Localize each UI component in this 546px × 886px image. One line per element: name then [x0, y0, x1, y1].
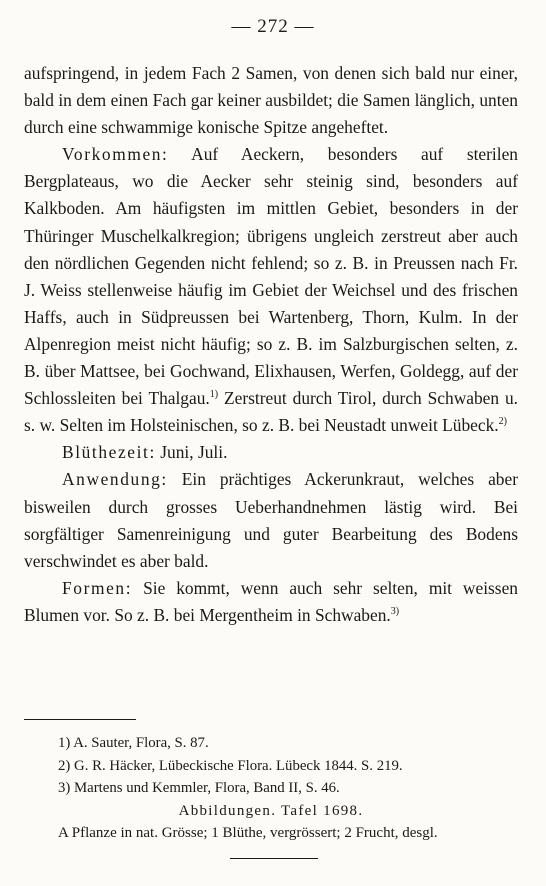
footnote-ref-2: 2)	[498, 416, 507, 428]
paragraph-vorkommen	[24, 141, 518, 439]
paragraph-formen	[24, 575, 518, 629]
footnote-3: 3) Martens und Kemmler, Flora, Band II, S. 46.	[58, 780, 340, 796]
anwendung-text: Ein prächtiges Ackerunkraut, welches aber bisweilen durch grosses Ueberhandnehmen lästig wird. Bei sorgfältiger Samenreinigung und guter Bearbeitung des Bodens verschwindet es aber bald.	[24, 469, 518, 571]
main-text	[24, 60, 518, 629]
footnote-1: 1) A. Sauter, Flora, S. 87.	[58, 735, 209, 751]
anwendung-label: Anwendung:	[62, 469, 168, 490]
page-number: — 272 —	[231, 16, 315, 37]
vorkommen-text: Auf Aeckern, besonders auf sterilen Bergplateaus, wo die Aecker sehr steinig sind, besonders auf Kalkboden. Am häufigsten im mittlen Gebiet, besonders in der Thüringer Muschelkalkregion; übrigens ungleich zerstreut aber auch den nördlichen Gegenden nicht fehlend; so z. B. in Preussen nach Fr. J. Weiss stellenweise häufig im Gebiet der Weichsel und des frischen Haffs, auch in Südpreussen bei Wartenberg, Thorn, Kulm. In der Alpenregion meist nicht häufig; so z. B. im Salzburgischen selten, z. B. über Mattsee, bei Gochwand, Elixhausen, Werfen, Goldegg, auf der Schlossleiten bei Thalgau.	[24, 144, 518, 409]
paragraph-anwendung	[24, 466, 518, 574]
illustration-caption: A Pflanze in nat. Grösse; 1 Blüthe, vergrössert; 2 Frucht, desgl.	[58, 825, 438, 841]
formen-label: Formen:	[62, 577, 133, 598]
paragraph-seed-description: aufspringend, in jedem Fach 2 Samen, von denen sich bald nur einer, bald in dem einen Fach gar keiner ausbildet; die Samen länglich, unten durch eine schwammige konische Spitze angeheftet.	[24, 63, 518, 138]
end-divider	[230, 858, 318, 859]
footnote-2: 2) G. R. Häcker, Lübeckische Flora. Lübeck 1844. S. 219.	[58, 757, 403, 774]
footnote-ref-3: 3)	[390, 606, 400, 618]
footnotes	[58, 732, 518, 800]
bluethezeit-text: Juni, Juli.	[155, 442, 228, 463]
footnote-divider	[24, 719, 136, 720]
vorkommen-label: Vorkommen:	[62, 144, 169, 165]
vorkommen-text-2: Zerstreut durch Tirol, durch Schwaben u. s. w. Selten im Holsteinischen, so z. B. bei Neustadt unweit Lübeck.	[24, 388, 518, 436]
footnote-ref-1: 1)	[209, 389, 219, 401]
formen-text: Sie kommt, wenn auch sehr selten, mit weissen Blumen vor. So z. B. bei Mergentheim in Schwaben.	[24, 577, 518, 625]
paragraph-bluethezeit	[24, 439, 518, 466]
illustration-title: Abbildungen. Tafel 1698.	[178, 803, 364, 819]
bluethezeit-label: Blüthezeit:	[62, 442, 156, 463]
illustration-note	[24, 800, 518, 844]
